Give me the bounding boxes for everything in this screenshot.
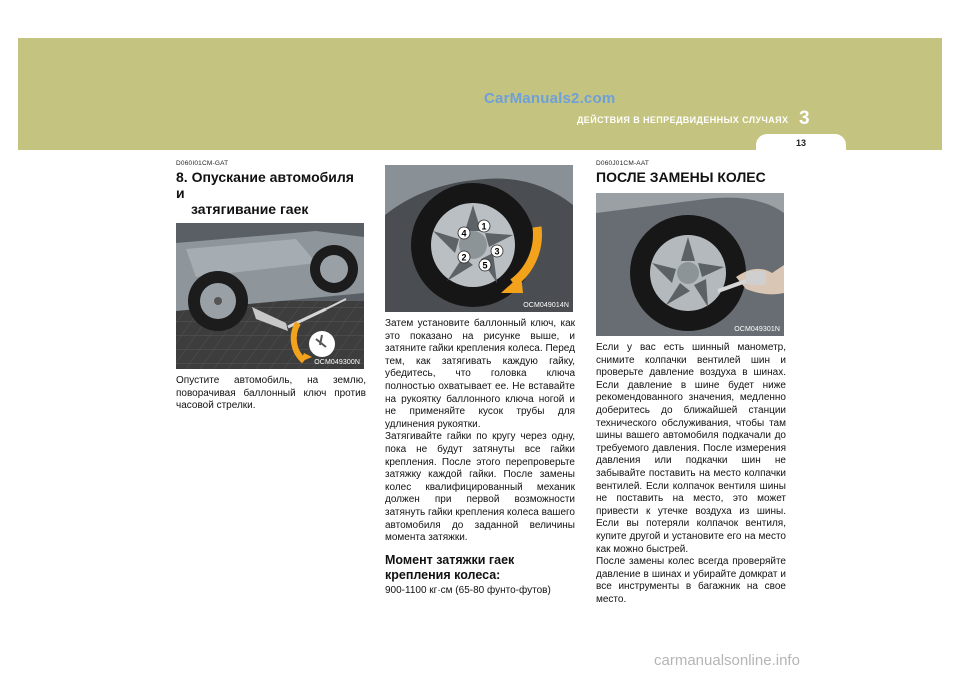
- photo-lowering-car: [176, 223, 364, 369]
- photo-tire-gauge: [596, 193, 784, 336]
- torque-heading: Момент затяжки гаек крепления колеса:: [385, 552, 515, 582]
- column-middle: [385, 160, 575, 597]
- image-code: OCM049301N: [734, 326, 780, 333]
- lug-label-3: 3: [494, 246, 500, 257]
- lug-label-1: 1: [481, 221, 487, 232]
- paragraph-lowering: Опустите автомобиль, на землю, поворачивая баллонный ключ против часовой стрелки.: [176, 375, 366, 412]
- chapter-number: 3: [799, 108, 810, 129]
- image-code: OCM049014N: [523, 302, 569, 309]
- lowering-car-illustration: [176, 223, 364, 369]
- paragraph-pressure-check: Если у вас есть шинный манометр, снимите колпачки вентилей шин и проверьте давление воздуха в шинах. Если давление в шине будет ниже рекомендованного значения, медленно доберитесь до ближайшей станции технического обслуживания, чтобы там шины вашего автомобиля подкачали до требуемого давления. После измерения давления или подкачки шин не забывайте поставить на место колпачки вентилей. Если колпачок вентиля шины не поставить на место, это может привести к утечке воздуха из шины. Если вы потеряли колпачок вентиля, купите другой и установите его на место как можно быстрей.: [596, 342, 786, 555]
- section-heading-lowering: [176, 169, 366, 217]
- site-watermark[interactable]: CarManuals2.com: [484, 90, 616, 107]
- lug-label-4: 4: [461, 228, 467, 239]
- section-code: D060J01CM-AAT: [596, 160, 650, 167]
- section-heading-after-change: ПОСЛЕ ЗАМЕНЫ КОЛЕС: [596, 169, 766, 185]
- lug-label-2: 2: [461, 252, 467, 263]
- tire-pressure-check-illustration: [596, 193, 784, 336]
- lug-label-5: 5: [482, 260, 488, 271]
- paragraph-wrench: Затем установите баллонный ключ, как это показано на рисунке выше, и затяните гайки крепления колеса. Перед тем, как затягивать каждую гайку, убедитесь, что головка ключа полностью охватывает ее. Не вставайте на рукоятку баллонного ключа ногой и не применяйте кусок трубы для удлинения рукоятки.: [385, 318, 575, 430]
- heading-line-1: 8. Опускание автомобиля и: [176, 169, 354, 201]
- paragraph-tightening: Затягивайте гайки по кругу через одну, пока не будут затянуты все гайки крепления. После этого перепроверьте затяжку каждой гайки. После замены колес квалифицированный механик должен при первой возможности затянуть гайки крепления колеса вашего автомобиля до заданной величины момента затяжки.: [385, 431, 575, 544]
- photo-wheel-nuts: [385, 165, 573, 312]
- footer-watermark[interactable]: carmanualsonline.info: [654, 652, 800, 669]
- column-right: [596, 160, 786, 606]
- paragraph-store-tools: После замены колес всегда проверяйте давление в шинах и убирайте домкрат и все инструменты в багажник на свое место.: [596, 556, 786, 605]
- torque-value: 900-1100 кг·см (65-80 фунто-футов): [385, 584, 551, 596]
- wheel-nut-order-illustration: [385, 165, 573, 312]
- heading-line-2: затягивание гаек: [191, 201, 309, 217]
- page-number: 13: [795, 138, 806, 148]
- image-code: OCM049300N: [314, 359, 360, 366]
- column-left: [176, 160, 366, 413]
- section-code: D060I01CM-GAT: [176, 160, 229, 167]
- chapter-title: ДЕЙСТВИЯ В НЕПРЕДВИДЕННЫХ СЛУЧАЯХ: [577, 115, 789, 125]
